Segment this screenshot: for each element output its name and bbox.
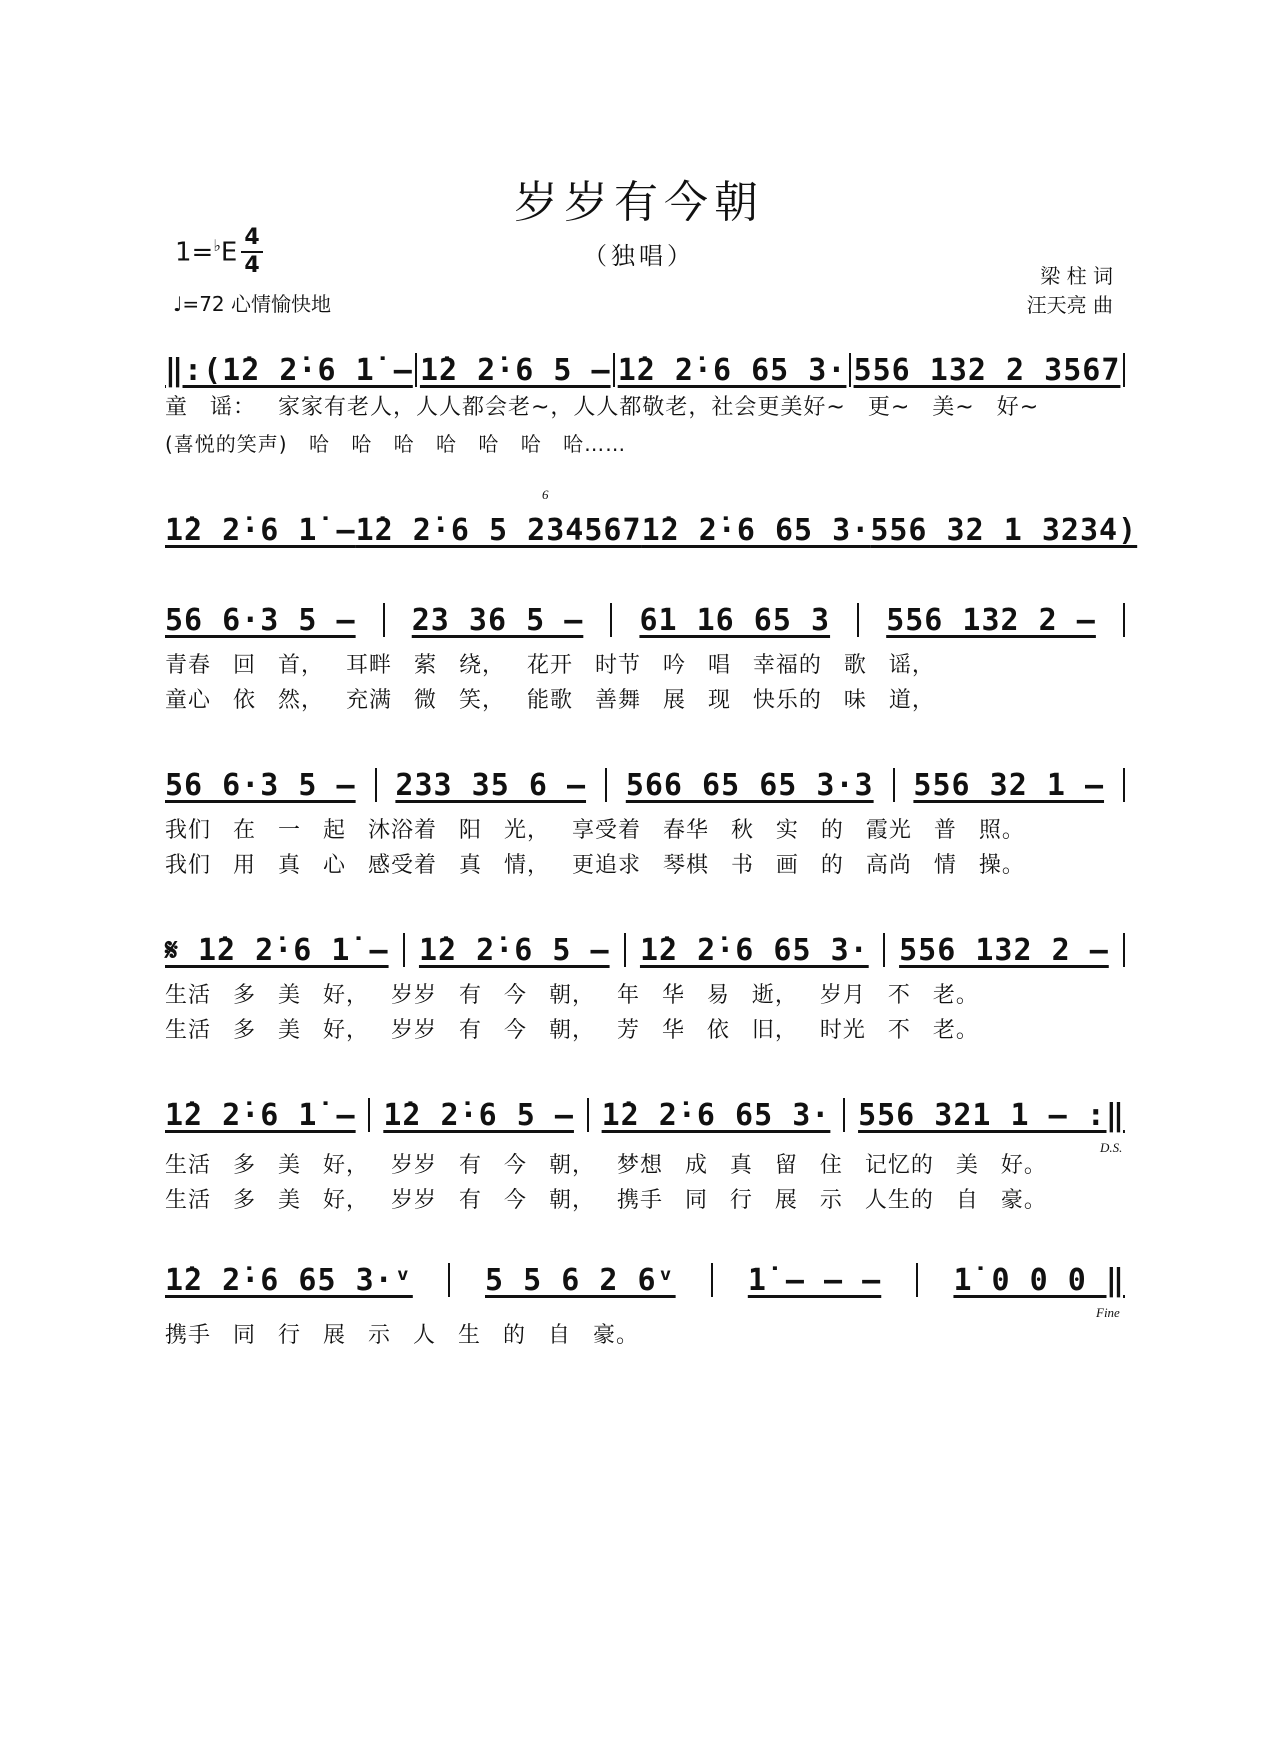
measure: 56 6·3 5 – [165, 602, 356, 638]
measure: 1̇2 2̇·6 1̇ – [165, 512, 356, 548]
lyric-line: 我们 在 一 起 沐浴着 阳 光， 享受着 春华 秋 实 的 霞光 普 照。 [165, 818, 1025, 843]
measure: 1̇2 2̇·6 65 3· [639, 932, 869, 968]
measure: 1̇2 2̇·6 65 3· [641, 512, 871, 548]
song-title: 岁岁有今朝 [514, 177, 764, 228]
staff-line-6 [165, 1090, 1125, 1140]
barline [1123, 768, 1125, 802]
measure: 1̇2 2̇·6 5 – [383, 1097, 574, 1133]
measure: 233 35 6 – [395, 767, 587, 803]
song-subtitle: （独唱） [583, 242, 695, 270]
barline [448, 1263, 450, 1297]
barline [383, 603, 385, 637]
barline [1123, 603, 1125, 637]
time-bottom: 4 [244, 253, 260, 278]
barline [587, 1098, 589, 1132]
lyric-line: 生活 多 美 好， 岁岁 有 今 朝， 携手 同 行 展 示 人生的 自 豪。 [165, 1188, 1047, 1213]
measure: 556 132 2 – [886, 602, 1096, 638]
barline [849, 353, 851, 387]
tempo-marking: ♩=72 心情愉快地 [173, 292, 331, 316]
key-prefix: 1= [175, 237, 214, 268]
measure: 556 32 1 – [913, 767, 1105, 803]
measure: 1̇2 2̇·6 5 234567 [355, 512, 642, 548]
measure: 1̇2 2̇·6 5 – [418, 932, 610, 968]
measure: 556 132 2 3567 [853, 352, 1121, 388]
barline [610, 603, 612, 637]
measure: ‖:(1̇2 2̇·6 1̇ – [165, 352, 413, 388]
barline [916, 1263, 918, 1297]
measure: 1̇2 2̇·6 65 3·ᵛ [165, 1262, 413, 1298]
barline [368, 1098, 370, 1132]
lyric-line: (喜悦的笑声) 哈 哈 哈 哈 哈 哈 哈…… [165, 432, 627, 456]
measure: 556 321 1 – :‖ [858, 1097, 1125, 1133]
measure: 23 36 5 – [411, 602, 584, 638]
lyric-line: 生活 多 美 好， 岁岁 有 今 朝， 年 华 易 逝， 岁月 不 老。 [165, 983, 979, 1008]
staff-line-2 [165, 505, 1138, 555]
barline [624, 933, 626, 967]
lyricist: 梁 柱 词 [1040, 264, 1113, 288]
time-signature [241, 226, 263, 278]
ds-mark: D.S. [1100, 1140, 1123, 1155]
key-signature [175, 236, 237, 268]
staff-line-5 [165, 925, 1125, 975]
barline [415, 353, 417, 387]
key-note: E [220, 237, 238, 268]
lyric-line: 童心 依 然， 充满 微 笑， 能歌 善舞 展 现 快乐的 味 道， [165, 688, 935, 713]
measure: 1̇ 0 0 0 ‖ [953, 1262, 1125, 1298]
staff-line-4 [165, 760, 1125, 810]
composer: 汪天亮 曲 [1026, 293, 1113, 317]
lyric-line: 生活 多 美 好， 岁岁 有 今 朝， 梦想 成 真 留 住 记忆的 美 好。 [165, 1153, 1047, 1178]
staff-line-3 [165, 595, 1125, 645]
measure: 1̇2 2̇·6 65 3· [601, 1097, 831, 1133]
measure: 566 65 65 3·3 [625, 767, 874, 803]
barline [1123, 933, 1125, 967]
staff-line-1 [165, 345, 1125, 395]
barline [403, 933, 405, 967]
staff-line-7 [165, 1255, 1125, 1305]
measure: 556 132 2 – [899, 932, 1109, 968]
time-top: 4 [244, 225, 260, 250]
lyric-line: 我们 用 真 心 感受着 真 情， 更追求 琴棋 书 画 的 高尚 情 操。 [165, 853, 1025, 878]
barline [883, 933, 885, 967]
lyric-line: 童 谣： 家家有老人，人人都会老~，人人都敬老，社会更美好~ 更~ 美~ 好~ [165, 395, 1040, 420]
flat-icon: ♭ [213, 236, 221, 255]
lyric-line: 携手 同 行 展 示 人 生 的 自 豪。 [165, 1323, 639, 1348]
barline [375, 768, 377, 802]
measure: 5 5 6 2 6ᵛ [485, 1262, 676, 1298]
lyric-line: 生活 多 美 好， 岁岁 有 今 朝， 芳 华 依 旧， 时光 不 老。 [165, 1018, 979, 1043]
barline [893, 768, 895, 802]
measure: 1̇2 2̇·6 1̇ – [165, 1097, 356, 1133]
barline [857, 603, 859, 637]
barline [605, 768, 607, 802]
barline [613, 353, 615, 387]
measure: 𝄋 1̇2 2̇·6 1̇ – [165, 932, 389, 968]
measure: 61 16 65 3 [639, 602, 831, 638]
credits [1027, 262, 1113, 320]
measure: 1̇2 2̇·6 5 – [419, 352, 611, 388]
measure: 56 6·3 5 – [165, 767, 356, 803]
lyric-line: 青春 回 首， 耳畔 萦 绕， 花开 时节 吟 唱 幸福的 歌 谣， [165, 653, 935, 678]
tuplet-mark: 6 [542, 487, 549, 502]
barline [711, 1263, 713, 1297]
measure: 1̇2 2̇·6 65 3· [617, 352, 847, 388]
barline [843, 1098, 845, 1132]
measure: 1̇ – – – [747, 1262, 882, 1298]
fine-mark: Fine [1096, 1305, 1120, 1320]
measure: 556 32 1 3234) [870, 512, 1138, 548]
barline [1123, 353, 1125, 387]
